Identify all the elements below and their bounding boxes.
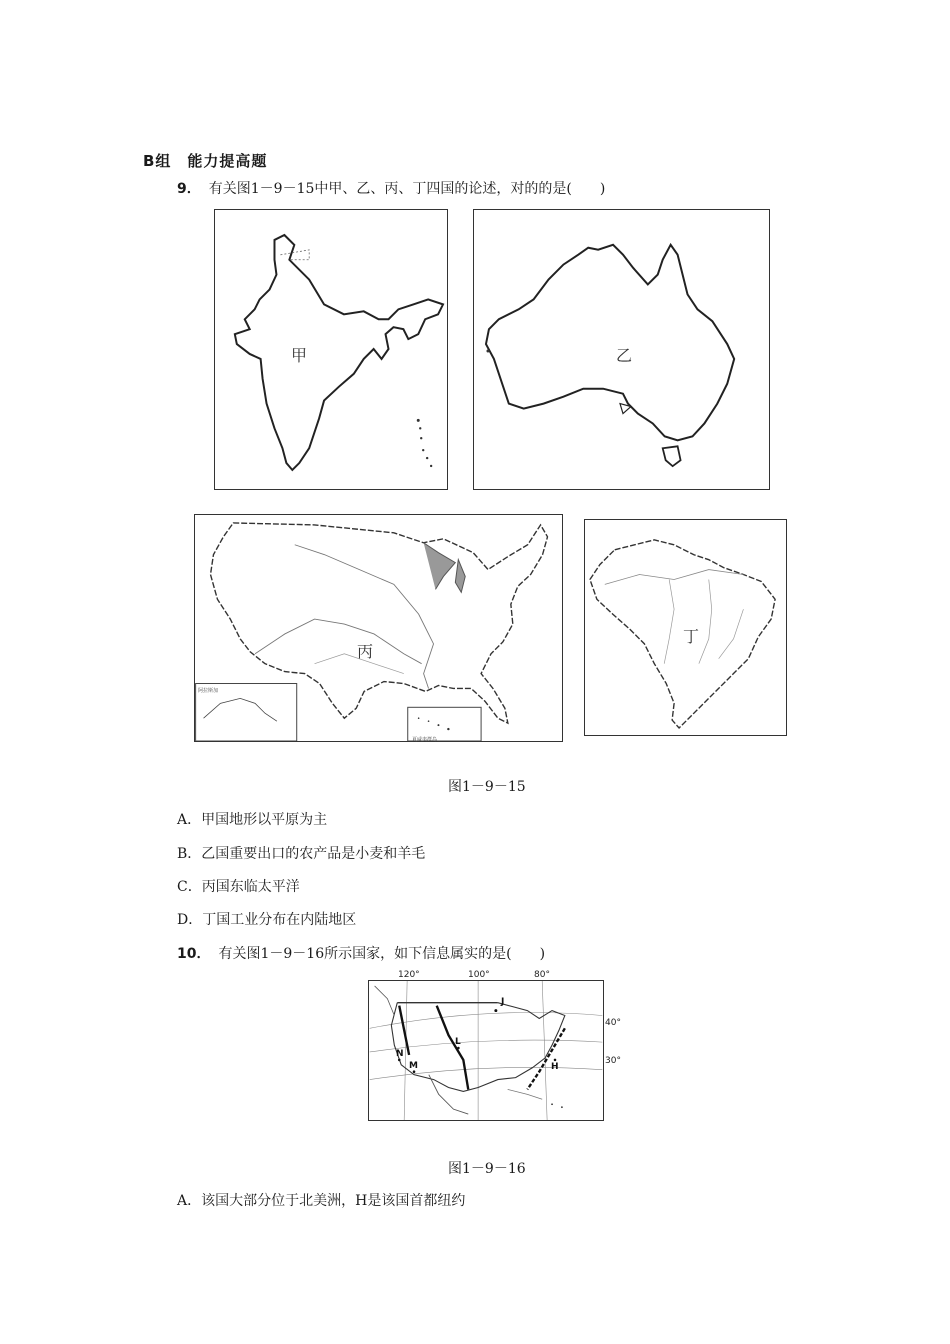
figure-caption-1-9-15: 图1－9－15 [448,779,526,795]
question-10-text: 有关图1－9－16所示国家，如下信息属实的是( ) [218,946,546,962]
map-yi-australia [473,209,770,490]
lon-label-120: 120° [398,970,420,980]
q9-option-b: B．乙国重要出口的农产品是小麦和羊毛 [177,846,426,862]
question-9-text: 有关图1－9－15中甲、乙、丙、丁四国的论述，对的的是( ) [208,181,606,197]
map-ding-brazil [584,519,787,736]
question-10-number: 10． [177,946,211,962]
label-inset-hawaii: 夏威夷群岛 [412,737,438,743]
india-outline [215,210,447,489]
q9-option-a: A．甲国地形以平原为主 [177,812,328,828]
q10-option-a: A．该国大部分位于北美洲，H是该国首都纽约 [177,1193,466,1209]
north-america-outline [369,981,603,1120]
map-bing-usa [194,514,563,742]
figure-caption-1-9-16: 图1－9－16 [448,1161,526,1177]
question-9 [177,178,605,198]
point-label-j: J [501,997,505,1007]
label-ding: 丁 [683,627,700,646]
q9-option-c: C．丙国东临太平洋 [177,879,300,895]
section-title: B组 能力提高题 [143,152,268,170]
label-yi: 乙 [616,346,633,365]
question-10 [177,943,545,963]
question-9-number: 9． [177,181,201,197]
q9-option-d: D．丁国工业分布在内陆地区 [177,912,357,928]
lon-label-80: 80° [534,970,550,980]
usa-outline [195,515,562,741]
point-label-l: L [455,1037,461,1047]
label-inset-alaska: 阿拉斯加 [198,688,219,694]
label-jia: 甲 [291,346,308,365]
point-label-h: H [551,1062,559,1072]
lat-label-30: 30° [605,1056,621,1066]
label-bing: 丙 [357,642,374,661]
map-north-america [368,970,621,1121]
lat-label-40: 40° [605,1018,621,1028]
map-jia-india [214,209,448,490]
point-label-n: N [396,1049,404,1059]
lon-label-100: 100° [468,970,490,980]
point-label-m: M [409,1061,418,1071]
